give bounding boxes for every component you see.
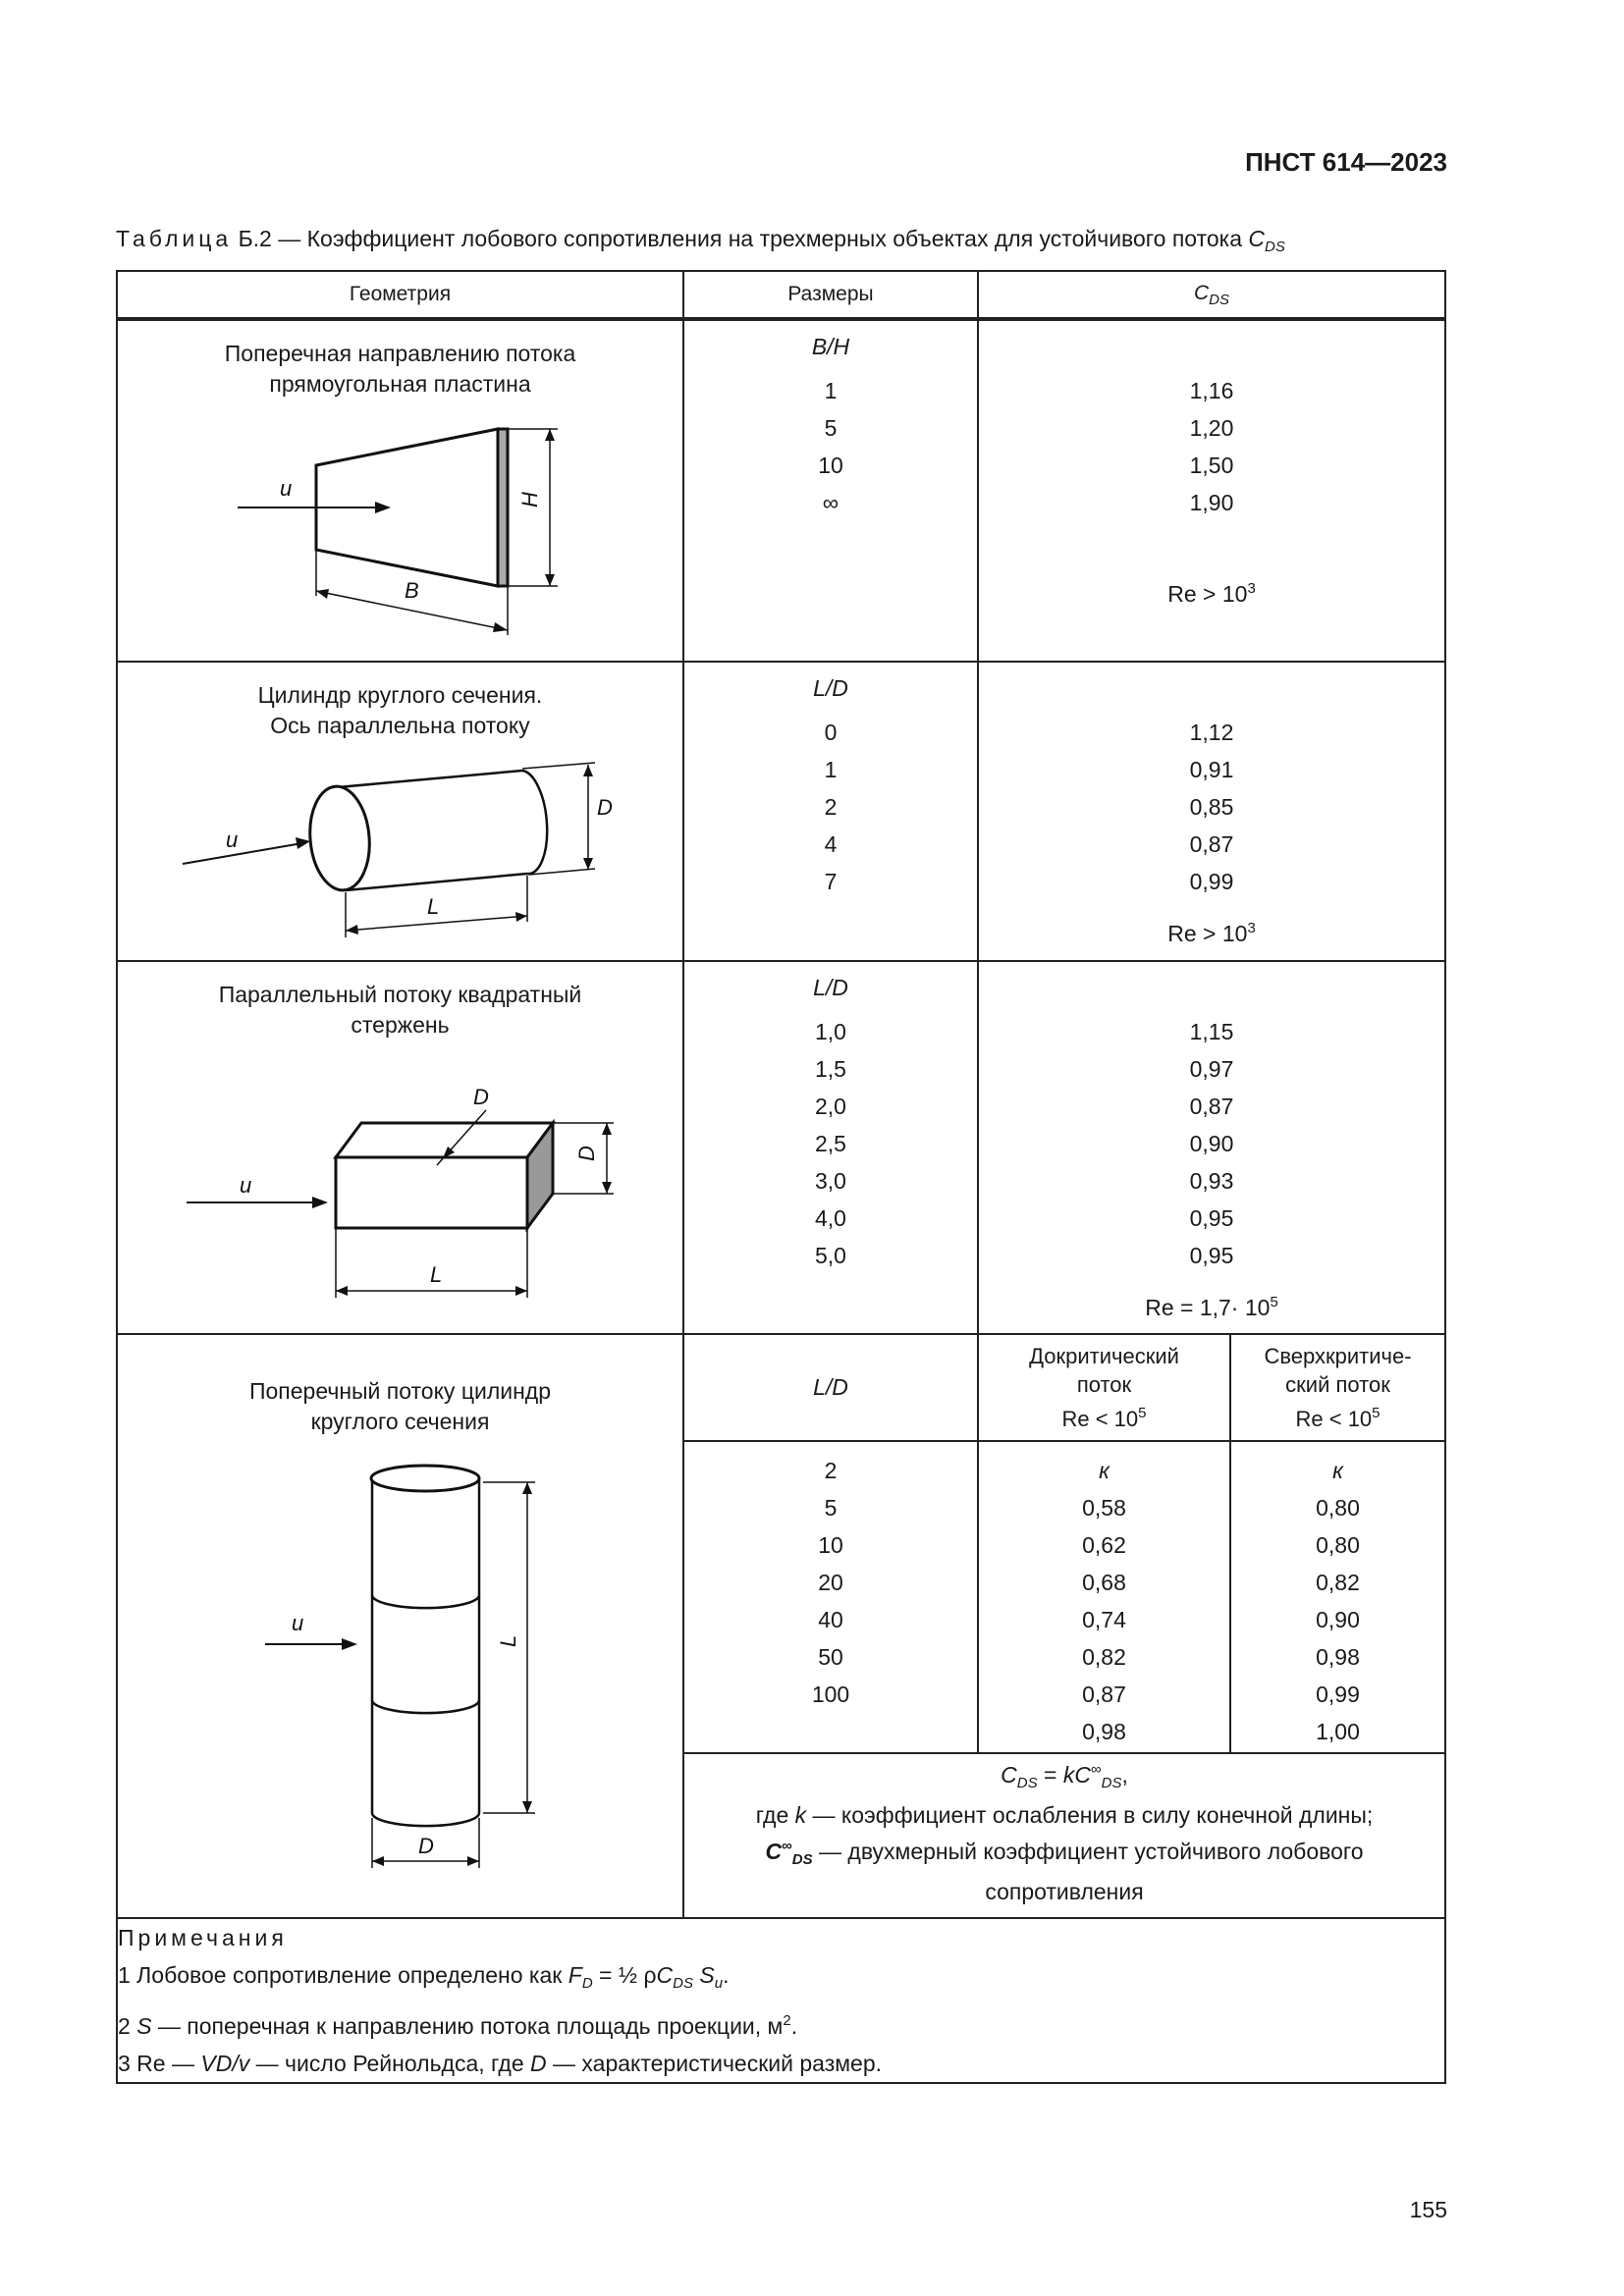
dim-value: 10 — [818, 1532, 843, 1558]
dim-value: 4 — [824, 831, 838, 857]
table-row-square-bar — [117, 961, 1445, 1334]
dimension-label-l: L — [427, 894, 440, 919]
supercritical-re-exp: 5 — [1372, 1405, 1380, 1421]
d-arrow-right — [467, 1856, 479, 1866]
dimensions-cell-axial-cylinder — [683, 662, 978, 961]
subcritical-reynolds — [979, 1399, 1229, 1433]
cds-cell-axial-cylinder — [978, 662, 1445, 961]
caption-symbol: C — [1248, 226, 1266, 251]
formula-lhs-sub: DS — [1016, 1775, 1038, 1791]
note-1-s-sub: u — [714, 1975, 724, 1992]
dim-value: 2,0 — [815, 1094, 846, 1119]
cylinder-bottom-arc — [372, 1813, 479, 1826]
axial-cylinder-diagram — [118, 663, 684, 962]
supercritical-values — [1230, 1441, 1445, 1753]
flow-arrow-line — [183, 843, 302, 864]
h-arrow-bottom — [545, 574, 555, 586]
k-value: 0,82 — [1316, 1570, 1360, 1595]
l-arrow-left — [336, 1286, 348, 1296]
dim-value: 2,5 — [815, 1131, 846, 1156]
subcritical-title-line1: Докритический — [1029, 1344, 1179, 1368]
note-1-mid: = ½ ρ — [592, 1962, 657, 1988]
d-ext-top — [522, 763, 595, 769]
geometry-title-line2: Ось параллельна потоку — [270, 713, 530, 738]
header-cds-sub: DS — [1209, 291, 1230, 308]
note-1 — [118, 1956, 1444, 2002]
k-value: 0,80 — [1316, 1532, 1360, 1558]
flow-arrow-head — [375, 502, 391, 513]
cds-value: 1,50 — [1189, 453, 1234, 478]
dim-value: 5 — [824, 415, 838, 441]
cds-value: 0,97 — [1189, 1056, 1234, 1082]
note-3 — [118, 2045, 1444, 2082]
supercritical-title-line2: ский поток — [1285, 1372, 1390, 1397]
cds-value: 1,15 — [1189, 1019, 1234, 1044]
d-arrow-top — [583, 765, 593, 776]
caption-symbol-sub: DS — [1265, 239, 1285, 255]
reynolds-exp: 3 — [1247, 580, 1256, 597]
formula-end: , — [1121, 1762, 1128, 1788]
table-header-row — [117, 271, 1445, 319]
geometry-cell-plate — [117, 319, 683, 662]
dim-value: 10 — [818, 453, 843, 478]
note-3-prefix: 3 Re — — [118, 2051, 201, 2076]
geometry-title-line2: круглого сечения — [310, 1409, 490, 1434]
dimension-label-d-side: D — [574, 1146, 599, 1161]
k-value: 0,98 — [1316, 1644, 1360, 1670]
table-row-notes — [117, 1918, 1445, 2083]
formula-sub: DS — [1101, 1775, 1122, 1791]
dimension-label-d: D — [597, 795, 613, 820]
cylinder-band-2 — [372, 1700, 479, 1713]
k-value: 0,80 — [1316, 1495, 1360, 1521]
cds-value: 1,90 — [1189, 490, 1234, 515]
dim-value: 1 — [824, 378, 838, 403]
note-1-end: . — [723, 1962, 730, 1988]
geometry-cell-transverse-cylinder — [117, 1334, 683, 1918]
k-value: 0,58 — [1082, 1495, 1126, 1521]
dim-value — [684, 1713, 977, 1750]
dim-value: 100 — [811, 1682, 850, 1707]
flow-label-u: u — [240, 1173, 252, 1198]
cds-value: 1,12 — [1189, 720, 1234, 745]
c2d-symbol: C — [765, 1839, 783, 1864]
d-ext-bottom — [529, 869, 595, 875]
k-value: 0,98 — [1082, 1719, 1126, 1744]
cds-value: 0,95 — [1189, 1243, 1234, 1268]
l-arrow-bottom — [522, 1801, 532, 1813]
flow-arrow-head — [342, 1638, 357, 1650]
table-row-transverse-cylinder-header — [117, 1334, 1445, 1441]
note-3-d: D — [530, 2051, 547, 2076]
table-row-axial-cylinder — [117, 662, 1445, 961]
cds-value: 1,16 — [1189, 378, 1234, 403]
dimension-label-d: D — [418, 1834, 434, 1858]
dimension-label-l: L — [430, 1262, 443, 1287]
reynolds-plate — [979, 570, 1444, 613]
drag-coefficient-table — [116, 270, 1446, 2084]
subcritical-title-line2: поток — [1076, 1372, 1132, 1397]
formula-eq: = — [1037, 1762, 1063, 1788]
subcritical-re-exp: 5 — [1138, 1405, 1147, 1421]
b-arrow-right — [493, 622, 508, 632]
dimension-label-h: H — [517, 492, 542, 507]
supercritical-reynolds — [1231, 1399, 1444, 1433]
note-2-sup: 2 — [783, 2012, 791, 2029]
cds-value: 0,85 — [1189, 794, 1234, 820]
dim-value: ∞ — [822, 490, 839, 515]
geometry-title-line1: Параллельный потоку квадратный — [218, 982, 582, 1007]
flow-arrow-head — [296, 837, 310, 849]
formula-c2d-line — [684, 1831, 1444, 1876]
dim-value: 50 — [818, 1644, 843, 1670]
flow-arrow-head — [312, 1197, 328, 1208]
l-arrow-left — [346, 925, 358, 934]
where-prefix: где — [755, 1802, 789, 1828]
bar-top-face — [336, 1123, 553, 1157]
dim-value: 5,0 — [815, 1243, 846, 1268]
k-value: к — [1099, 1458, 1110, 1483]
l-arrow-top — [522, 1482, 532, 1494]
reynolds-exp: 5 — [1270, 1294, 1278, 1310]
k-value: 0,68 — [1082, 1570, 1126, 1595]
reynolds-text: Re > 10 — [1167, 581, 1248, 607]
dim-value: 3,0 — [815, 1168, 846, 1194]
transverse-cylinder-diagram — [118, 1335, 684, 1919]
cds-value: 0,99 — [1189, 869, 1234, 894]
header-dimensions: Размеры — [683, 271, 978, 319]
bar-front-face — [336, 1157, 527, 1228]
plate-edge — [498, 429, 508, 586]
where-k: k — [794, 1802, 807, 1828]
note-3-formula: VD/v — [200, 2051, 250, 2076]
geometry-title-line2: прямоугольная пластина — [269, 371, 531, 397]
notes-cell — [117, 1918, 1445, 2083]
note-1-s: S — [693, 1962, 715, 1988]
flow-label-u: u — [292, 1611, 304, 1635]
reynolds-text: Re = 1,7· 10 — [1145, 1295, 1271, 1320]
cds-value: 0,87 — [1189, 831, 1234, 857]
supercritical-header — [1230, 1334, 1445, 1441]
caption-prefix: Таблица — [116, 226, 233, 251]
cds-value: 0,93 — [1189, 1168, 1234, 1194]
document-code: ПНСТ 614—2023 — [1245, 147, 1447, 177]
param-axial-cylinder: L/D — [813, 675, 848, 701]
reynolds-exp: 3 — [1247, 920, 1256, 936]
k-value: 0,99 — [1316, 1682, 1360, 1707]
plate-diagram — [118, 321, 684, 664]
formula-lhs: C — [1001, 1762, 1017, 1788]
param-plate: B/H — [811, 334, 850, 359]
note-1-prefix: 1 Лобовое сопротивление определено как — [118, 1962, 563, 1988]
k-value: к — [1332, 1458, 1343, 1483]
d-arrow-bottom — [583, 858, 593, 870]
cds-cell-plate — [978, 319, 1445, 662]
cds-value: 0,90 — [1189, 1131, 1234, 1156]
dim-value: 7 — [824, 869, 838, 894]
notes-title: Примечания — [118, 1925, 288, 1950]
l-arrow-right — [515, 912, 527, 922]
dimensions-cell-plate — [683, 319, 978, 662]
note-1-c: C — [656, 1962, 674, 1988]
dim-value: 20 — [818, 1570, 843, 1595]
note-2-text: — поперечная к направлению потока площадь проекции, м — [151, 2013, 784, 2039]
note-1-f-sub: D — [581, 1975, 593, 1992]
note-1-c-sub: DS — [673, 1975, 693, 1992]
table-caption — [116, 226, 1510, 255]
subcritical-re-text: Re < 10 — [1061, 1407, 1139, 1431]
d-side-arrow-bottom — [602, 1182, 612, 1194]
d-arrow-left — [372, 1856, 384, 1866]
cylinder-band-1 — [372, 1595, 479, 1608]
note-2 — [118, 2002, 1444, 2045]
k-value: 0,87 — [1082, 1682, 1126, 1707]
b-arrow-left — [316, 589, 329, 599]
note-2-end: . — [790, 2013, 798, 2039]
cds-value: 1,20 — [1189, 415, 1234, 441]
param-square-bar: L/D — [813, 975, 848, 1000]
k-value: 0,82 — [1082, 1644, 1126, 1670]
dim-value: 0 — [824, 720, 838, 745]
dim-value: 2 — [824, 1458, 838, 1483]
subcritical-header — [978, 1334, 1230, 1441]
supercritical-re-text: Re < 10 — [1295, 1407, 1373, 1431]
flow-label-u: u — [226, 828, 239, 852]
c2d-sup: ∞ — [782, 1838, 792, 1854]
square-bar-diagram — [118, 962, 684, 1335]
dimension-label-b: B — [405, 578, 419, 603]
dim-value: 1,0 — [815, 1019, 846, 1044]
reynolds-axial-cylinder — [979, 910, 1444, 952]
note-1-f: F — [568, 1962, 582, 1988]
note-3-mid: — число Рейнольдса, где — [249, 2051, 531, 2076]
dim-value: 5 — [824, 1495, 838, 1521]
param-transverse-cylinder: L/D — [683, 1334, 978, 1441]
formula-cell — [683, 1753, 1445, 1918]
dim-value: 40 — [818, 1607, 843, 1632]
dim-value: 1 — [824, 757, 838, 782]
reynolds-square-bar — [979, 1284, 1444, 1326]
cds-value: 0,91 — [1189, 757, 1234, 782]
reynolds-text: Re > 10 — [1167, 921, 1248, 946]
cds-cell-square-bar — [978, 961, 1445, 1334]
formula-line — [684, 1754, 1444, 1799]
formula-where-line — [684, 1799, 1444, 1831]
k-value: 0,90 — [1316, 1607, 1360, 1632]
cylinder-bottom-edge — [346, 874, 527, 890]
header-geometry: Геометрия — [117, 271, 683, 319]
dim-value: 4,0 — [815, 1205, 846, 1231]
d-side-arrow-top — [602, 1123, 612, 1135]
flow-label-u: u — [280, 476, 293, 501]
cds-value: 0,95 — [1189, 1205, 1234, 1231]
c2d-text-2: сопротивления — [985, 1879, 1144, 1904]
supercritical-title-line1: Сверхкритиче- — [1264, 1344, 1412, 1368]
geometry-title-line1: Поперечный потоку цилиндр — [248, 1378, 552, 1404]
note-2-s: S — [136, 2013, 152, 2039]
formula-sup: ∞ — [1090, 1761, 1102, 1778]
table-row-plate — [117, 319, 1445, 662]
formula-k: k — [1062, 1762, 1075, 1788]
h-arrow-top — [545, 429, 555, 441]
dimension-label-l: L — [496, 1634, 520, 1647]
note-3-end: — характеристический размер. — [546, 2051, 883, 2076]
dim-value: 2 — [824, 794, 838, 820]
geometry-cell-square-bar — [117, 961, 683, 1334]
geometry-title-line1: Поперечная направлению потока — [224, 341, 576, 366]
where-text: — коэффициент ослабления в силу конечной длины; — [806, 1802, 1374, 1828]
header-cds-symbol: C — [1194, 281, 1210, 304]
cds-value: 0,87 — [1189, 1094, 1234, 1119]
k-value: 0,62 — [1082, 1532, 1126, 1558]
c2d-sub: DS — [791, 1851, 813, 1868]
note-2-prefix: 2 — [118, 2013, 137, 2039]
dimensions-cell-transverse-cylinder — [683, 1441, 978, 1753]
geometry-cell-axial-cylinder — [117, 662, 683, 961]
dimension-label-d-top: D — [473, 1085, 489, 1109]
l-arrow-right — [515, 1286, 527, 1296]
k-value: 0,74 — [1082, 1607, 1126, 1632]
dim-value: 1,5 — [815, 1056, 846, 1082]
c2d-text: — двухмерный коэффициент устойчивого лобового — [812, 1839, 1364, 1864]
cylinder-back-arc — [522, 771, 547, 874]
k-value: 1,00 — [1316, 1719, 1360, 1744]
geometry-title-line2: стержень — [351, 1012, 450, 1038]
caption-text: Б.2 — Коэффициент лобового сопротивления на трехмерных объектах для устойчивого потока — [238, 226, 1243, 251]
subcritical-values — [978, 1441, 1230, 1753]
header-cds — [978, 271, 1445, 319]
formula-c: C — [1074, 1762, 1091, 1788]
page-number: 155 — [1409, 2197, 1447, 2222]
geometry-title-line1: Цилиндр круглого сечения. — [257, 682, 543, 708]
dimensions-cell-square-bar — [683, 961, 978, 1334]
cylinder-front-face — [305, 784, 373, 893]
cylinder-top-edge — [338, 771, 522, 787]
cylinder-top-face — [371, 1466, 479, 1491]
